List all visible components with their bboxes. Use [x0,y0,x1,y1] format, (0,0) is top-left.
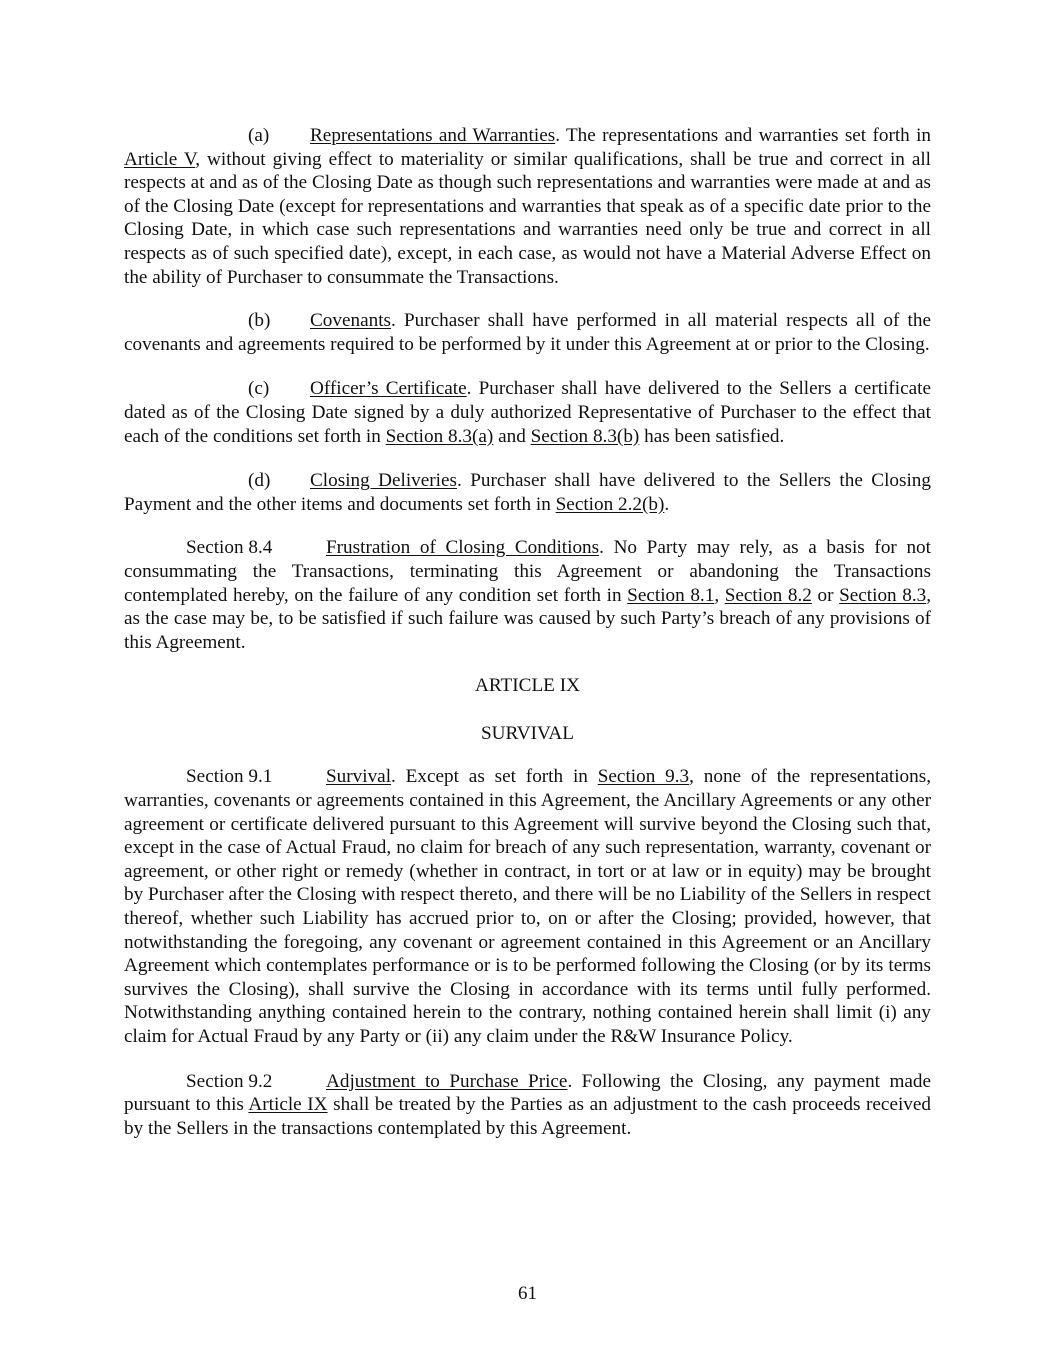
section-text: . No Party may rely, as a basis for not consummating the Transactions, terminating this Agreement or abandoning the Transactions contemplated hereby, on the failure of any condition set forth in [124,537,931,606]
page-number: 61 [518,1283,537,1304]
article-heading: ARTICLE IX [475,675,580,697]
paragraph-8-3-b [124,309,931,356]
clause-text: . Purchaser shall have delivered to the Sellers a certificate dated as of the Closing Date signed by a duly authorized Representative of Purchaser to the effect that each of the conditions set forth in [124,378,931,447]
section-text: . Except as set forth in [391,766,598,788]
section-title: Frustration of Closing Conditions [326,537,600,559]
cross-reference-link[interactable]: Section 8.1 [627,584,715,606]
section-title: Adjustment to Purchase Price [326,1070,568,1092]
section-text: , [714,584,725,606]
paragraph-8-3-a [124,124,931,289]
clause-text: , without giving effect to materiality or similar qualifications, shall be true and correct in all respects at and as of the Closing Date as though such representations and warranties were made at and as of the Closing Date (except for representations and warranties that speak as of a specific date prior to the Closing Date, in which case such representations and warranties need only be true and correct in all respects as of such specified date), except, in each case, as would not have a Material Adverse Effect on the ability of Purchaser to consummate the Transactions. [124,148,932,288]
section-number: Section 8.4 [186,537,273,559]
cross-reference-link[interactable]: Section 8.3(b) [530,425,640,447]
clause-title: Covenants [310,310,392,332]
section-9-1 [124,765,931,1048]
cross-reference-link[interactable]: Section 8.2 [724,584,812,606]
section-text: . Following the Closing, any payment made pursuant to this [124,1070,931,1116]
section-text: shall be treated by the Parties as an adjustment to the cash proceeds received by the Sellers in the transactions contemplated by this Agreement. [124,1094,931,1139]
clause-text: . [664,493,670,515]
clause-title: Officer’s Certificate [310,378,467,400]
document-page [124,124,931,1160]
section-text: , none of the representations, warranties, covenants or agreements contained in this Agreement, the Ancillary Agreements or any other agreement or certificate delivered pursuant to this Agreement will survive beyond the Closing such that, except in the case of Actual Fraud, no claim for breach of any such representation, warranty, covenant or agreement, or other right or remedy (whether in contract, in tort or at law or in equity) may be brought by Purchaser after the Closing with respect thereto, and there will be no Liability of the Sellers in respect thereof, whether such Liability has accrued prior to, on or after the Closing; provided, however, that notwithstanding the foregoing, any covenant or agreement contained in this Agreement or an Ancillary Agreement which contemplates performance or is to be performed following the Closing (or by its terms survives the Closing), shall survive the Closing in accordance with its terms until fully performed. Notwithstanding anything contained herein to the contrary, nothing contained herein shall limit (i) any claim for Actual Fraud by any Party or (ii) any claim under the R&W Insurance Policy. [124,766,931,1047]
clause-number: (a) [248,125,270,146]
cross-reference-link[interactable]: Section 8.3 [839,584,927,606]
section-title: Survival [326,766,392,788]
section-number: Section 9.2 [186,1070,273,1092]
paragraph-8-3-c [124,377,931,448]
clause-text: . The representations and warranties set forth in [555,125,931,146]
article-subheading [124,722,931,746]
clause-text: and [493,425,531,447]
paragraph-8-3-d [124,469,931,516]
section-8-4 [124,536,931,654]
clause-title: Closing Deliveries [310,470,457,492]
clause-number: (b) [248,310,271,332]
clause-text: . Purchaser shall have delivered to the Sellers the Closing Payment and the other items and documents set forth in [124,470,931,515]
cross-reference-link[interactable]: Section 2.2(b) [555,493,665,515]
clause-title: Representations and Warranties [310,125,556,146]
clause-number: (c) [248,378,270,400]
article-title: SURVIVAL [481,722,574,744]
clause-number: (d) [248,470,271,492]
section-text: , as the case may be, to be satisfied if such failure was caused by such Party’s breach of any provisions of this Agreement. [124,584,932,653]
section-text: or [811,584,840,606]
section-number: Section 9.1 [186,766,273,788]
cross-reference-link[interactable]: Article V [124,148,196,170]
cross-reference-link[interactable]: Article IX [248,1094,328,1116]
cross-reference-link[interactable]: Section 8.3(a) [385,425,494,447]
cross-reference-link[interactable]: Section 9.3 [597,766,690,788]
section-9-2 [124,1070,931,1141]
clause-text: has been satisfied. [639,425,785,447]
clause-text: . Purchaser shall have performed in all material respects all of the covenants and agreements required to be performed by it under this Agreement at or prior to the Closing. [124,310,931,355]
